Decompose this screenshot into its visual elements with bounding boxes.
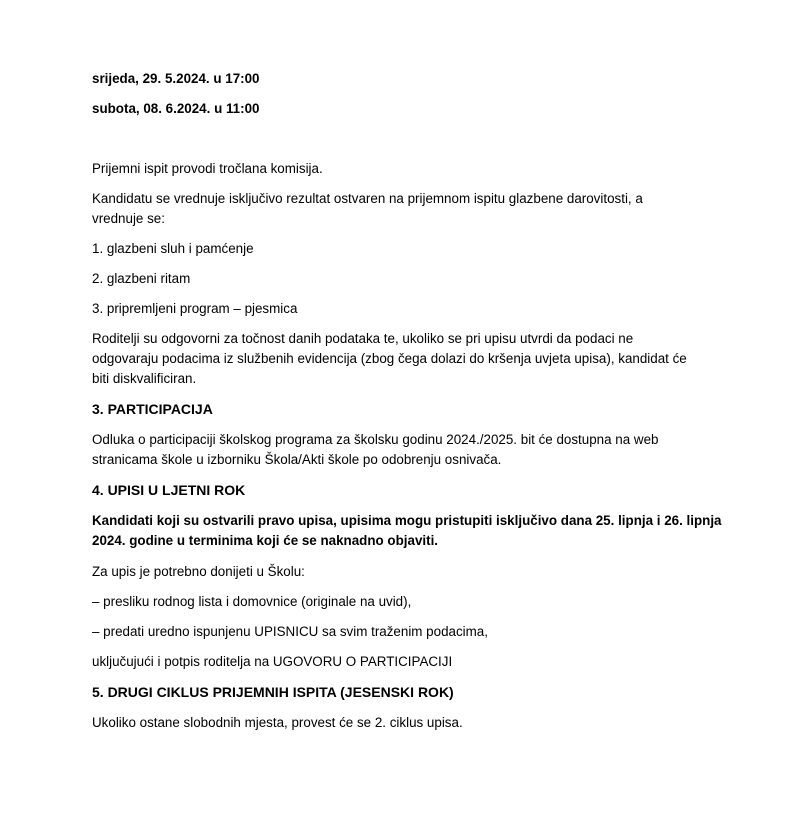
exam-evaluation-line-2: vrednuje se: xyxy=(92,211,165,226)
parents-text-line-2: odgovaraju podacima iz službenih evidencija (zbog čega dolazi do kršenja uvjeta upisa), kandidat će xyxy=(92,351,687,366)
exam-evaluation-line-1: Kandidatu se vrednuje isključivo rezultat ostvaren na prijemnom ispitu glazbene darovitosti, a xyxy=(92,191,643,206)
exam-committee-text: Prijemni ispit provodi tročlana komisija. xyxy=(92,161,323,176)
section-4-bold-line-1: Kandidati koji su ostvarili pravo upisa, upisima mogu pristupiti isključivo dana 25. lipnja i 26. lipnja xyxy=(92,513,722,528)
section-5-line-1: Ukoliko ostane slobodnih mjesta, provest će se 2. ciklus upisa. xyxy=(92,715,463,730)
criteria-item: 3. pripremljeni program – pjesmica xyxy=(92,301,298,316)
section-4-bold-line-2: 2024. godine u terminima koji će se naknadno objaviti. xyxy=(92,533,439,548)
section-4-intro: Za upis je potrebno donijeti u Školu: xyxy=(92,564,305,579)
section-3-line-1: Odluka o participaciji školskog programa za školsku godinu 2024./2025. bit će dostupna na web xyxy=(92,432,659,447)
section-5-heading: 5. DRUGI CIKLUS PRIJEMNIH ISPITA (JESENSKI ROK) xyxy=(92,684,454,700)
section-4-list-item: – predati uredno ispunjenu UPISNICU sa svim traženim podacima, xyxy=(92,624,488,639)
section-3-heading: 3. PARTICIPACIJA xyxy=(92,401,213,417)
parents-text-line-1: Roditelji su odgovorni za točnost danih podataka te, ukoliko se pri upisu utvrdi da podaci ne xyxy=(92,331,634,346)
section-4-list-item: uključujući i potpis roditelja na UGOVORU O PARTICIPACIJI xyxy=(92,654,453,669)
section-4-heading: 4. UPISI U LJETNI ROK xyxy=(92,482,246,498)
schedule-date-2: subota, 08. 6.2024. u 11:00 xyxy=(92,101,260,116)
criteria-item: 2. glazbeni ritam xyxy=(92,271,191,286)
section-3-line-2: stranicama škole u izborniku Škola/Akti škole po odobrenju osnivača. xyxy=(92,452,502,467)
schedule-date-1: srijeda, 29. 5.2024. u 17:00 xyxy=(92,71,260,86)
section-4-list-item: – presliku rodnog lista i domovnice (originale na uvid), xyxy=(92,594,412,609)
criteria-item: 1. glazbeni sluh i pamćenje xyxy=(92,241,254,256)
parents-text-line-3: biti diskvalificiran. xyxy=(92,371,197,386)
